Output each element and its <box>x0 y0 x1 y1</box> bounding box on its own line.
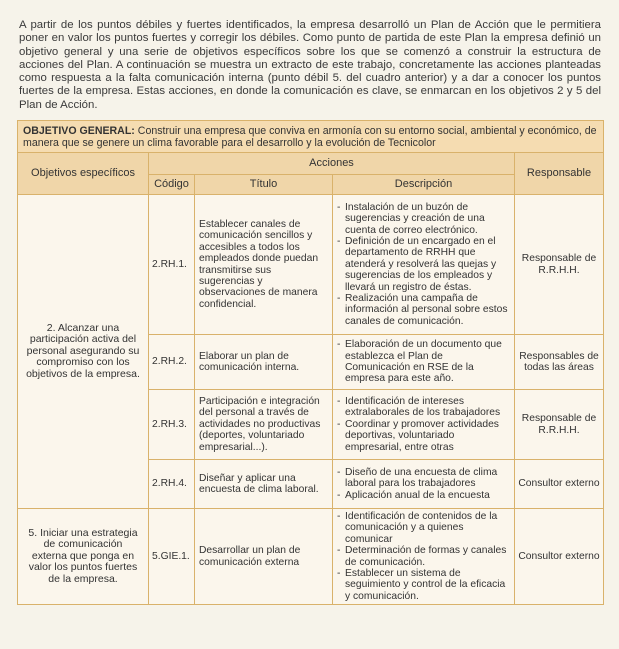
action-description <box>333 335 515 390</box>
action-responsible: Responsables de todas las áreas <box>515 335 604 390</box>
header-acciones: Acciones <box>149 153 515 175</box>
action-code: 5.GIE.1. <box>149 509 195 605</box>
action-title: Desarrollar un plan de comunicación externa <box>195 509 333 605</box>
header-objetivos: Objetivos específicos <box>18 153 149 195</box>
action-code: 2.RH.3. <box>149 390 195 460</box>
header-row-1 <box>18 153 604 175</box>
action-title: Elaborar un plan de comunicación interna. <box>195 335 333 390</box>
description-item: - Establecer un sistema de seguimiento y control de la eficacia y comunicación. <box>336 568 510 602</box>
header-codigo: Código <box>149 175 195 195</box>
action-responsible: Responsable de R.R.H.H. <box>515 195 604 335</box>
objective-2-cell: 2. Alcanzar una participación activa del personal asegurando su compromiso con los objetivos de la empresa. <box>18 195 149 509</box>
description-item: - Coordinar y promover actividades deportivas, voluntariado empresarial, entre otras <box>336 419 510 453</box>
header-descripcion: Descripción <box>333 175 515 195</box>
action-description <box>333 460 515 509</box>
description-item: - Instalación de un buzón de sugerencias y creación de una cuenta de correo electrónico. <box>336 202 510 236</box>
description-item: - Identificación de intereses extralaborales de los trabajadores <box>336 396 510 419</box>
header-titulo: Título <box>195 175 333 195</box>
action-code: 2.RH.4. <box>149 460 195 509</box>
table-row <box>18 509 604 605</box>
action-title: Diseñar y aplicar una encuesta de clima laboral. <box>195 460 333 509</box>
general-objective <box>18 121 604 153</box>
description-item: - Definición de un encargado en el departamento de RRHH que atenderá y resolverá las quejas y sugerencias de los empleados y llevará un registro de éstas. <box>336 236 510 293</box>
description-item: - Diseño de una encuesta de clima laboral para los trabajadores <box>336 467 510 490</box>
general-objective-text: Construir una empresa que conviva en armonía con su entorno social, ambiental y económico, de manera que se genere un clima favorable para el desarrollo y la evolución de Tecnicolor <box>23 125 597 149</box>
action-responsible: Consultor externo <box>515 509 604 605</box>
action-description <box>333 195 515 335</box>
header-responsable: Responsable <box>515 153 604 195</box>
description-item: - Aplicación anual de la encuesta <box>336 490 510 501</box>
table-row <box>18 195 604 335</box>
action-code: 2.RH.1. <box>149 195 195 335</box>
description-item: - Determinación de formas y canales de comunicación. <box>336 545 510 568</box>
description-item: - Identificación de contenidos de la comunicación y a quienes comunicar <box>336 511 510 545</box>
action-title: Establecer canales de comunicación sencillos y accesibles a todos los empleados donde puedan transmitirse sus sugerencias y observaciones de manera confidencial. <box>195 195 333 335</box>
action-title: Participación e integración del personal a través de actividades no productivas (deportes, voluntariado empresarial...). <box>195 390 333 460</box>
general-objective-row <box>18 121 604 153</box>
objective-5-cell: 5. Iniciar una estrategia de comunicación externa que ponga en valor los puntos fuertes de la empresa. <box>18 509 149 605</box>
action-description <box>333 509 515 605</box>
description-item: - Realización una campaña de información al personal sobre estos canales de comunicación. <box>336 293 510 327</box>
general-objective-label: OBJETIVO GENERAL: <box>23 125 135 137</box>
action-responsible: Consultor externo <box>515 460 604 509</box>
action-responsible: Responsable de R.R.H.H. <box>515 390 604 460</box>
action-description <box>333 390 515 460</box>
intro-paragraph: A partir de los puntos débiles y fuertes identificados, la empresa desarrolló un Plan de Acción que le permitiera poner en valor los puntos fuertes y corregir los débiles. Como punto de partida de este Plan la empresa definió un objetivo general y una serie de objetivos específicos sobre los que se comenzó a construir la estructura de acciones del Plan. A continuación se muestra un extracto de este trabajo, concretamente las acciones planteadas como respuesta a la falta comunicación interna (punto débil 5. del cuadro anterior) y a dar a conocer los puntos fuertes de la empresa. Estas acciones, en donde la comunicación es clave, se enmarcan en los objetivos 2 y 5 del Plan de Acción. <box>19 19 601 111</box>
description-item: - Elaboración de un documento que establezca el Plan de Comunicación en RSE de la empresa para este año. <box>336 339 510 385</box>
action-code: 2.RH.2. <box>149 335 195 390</box>
action-plan-table <box>17 120 604 605</box>
